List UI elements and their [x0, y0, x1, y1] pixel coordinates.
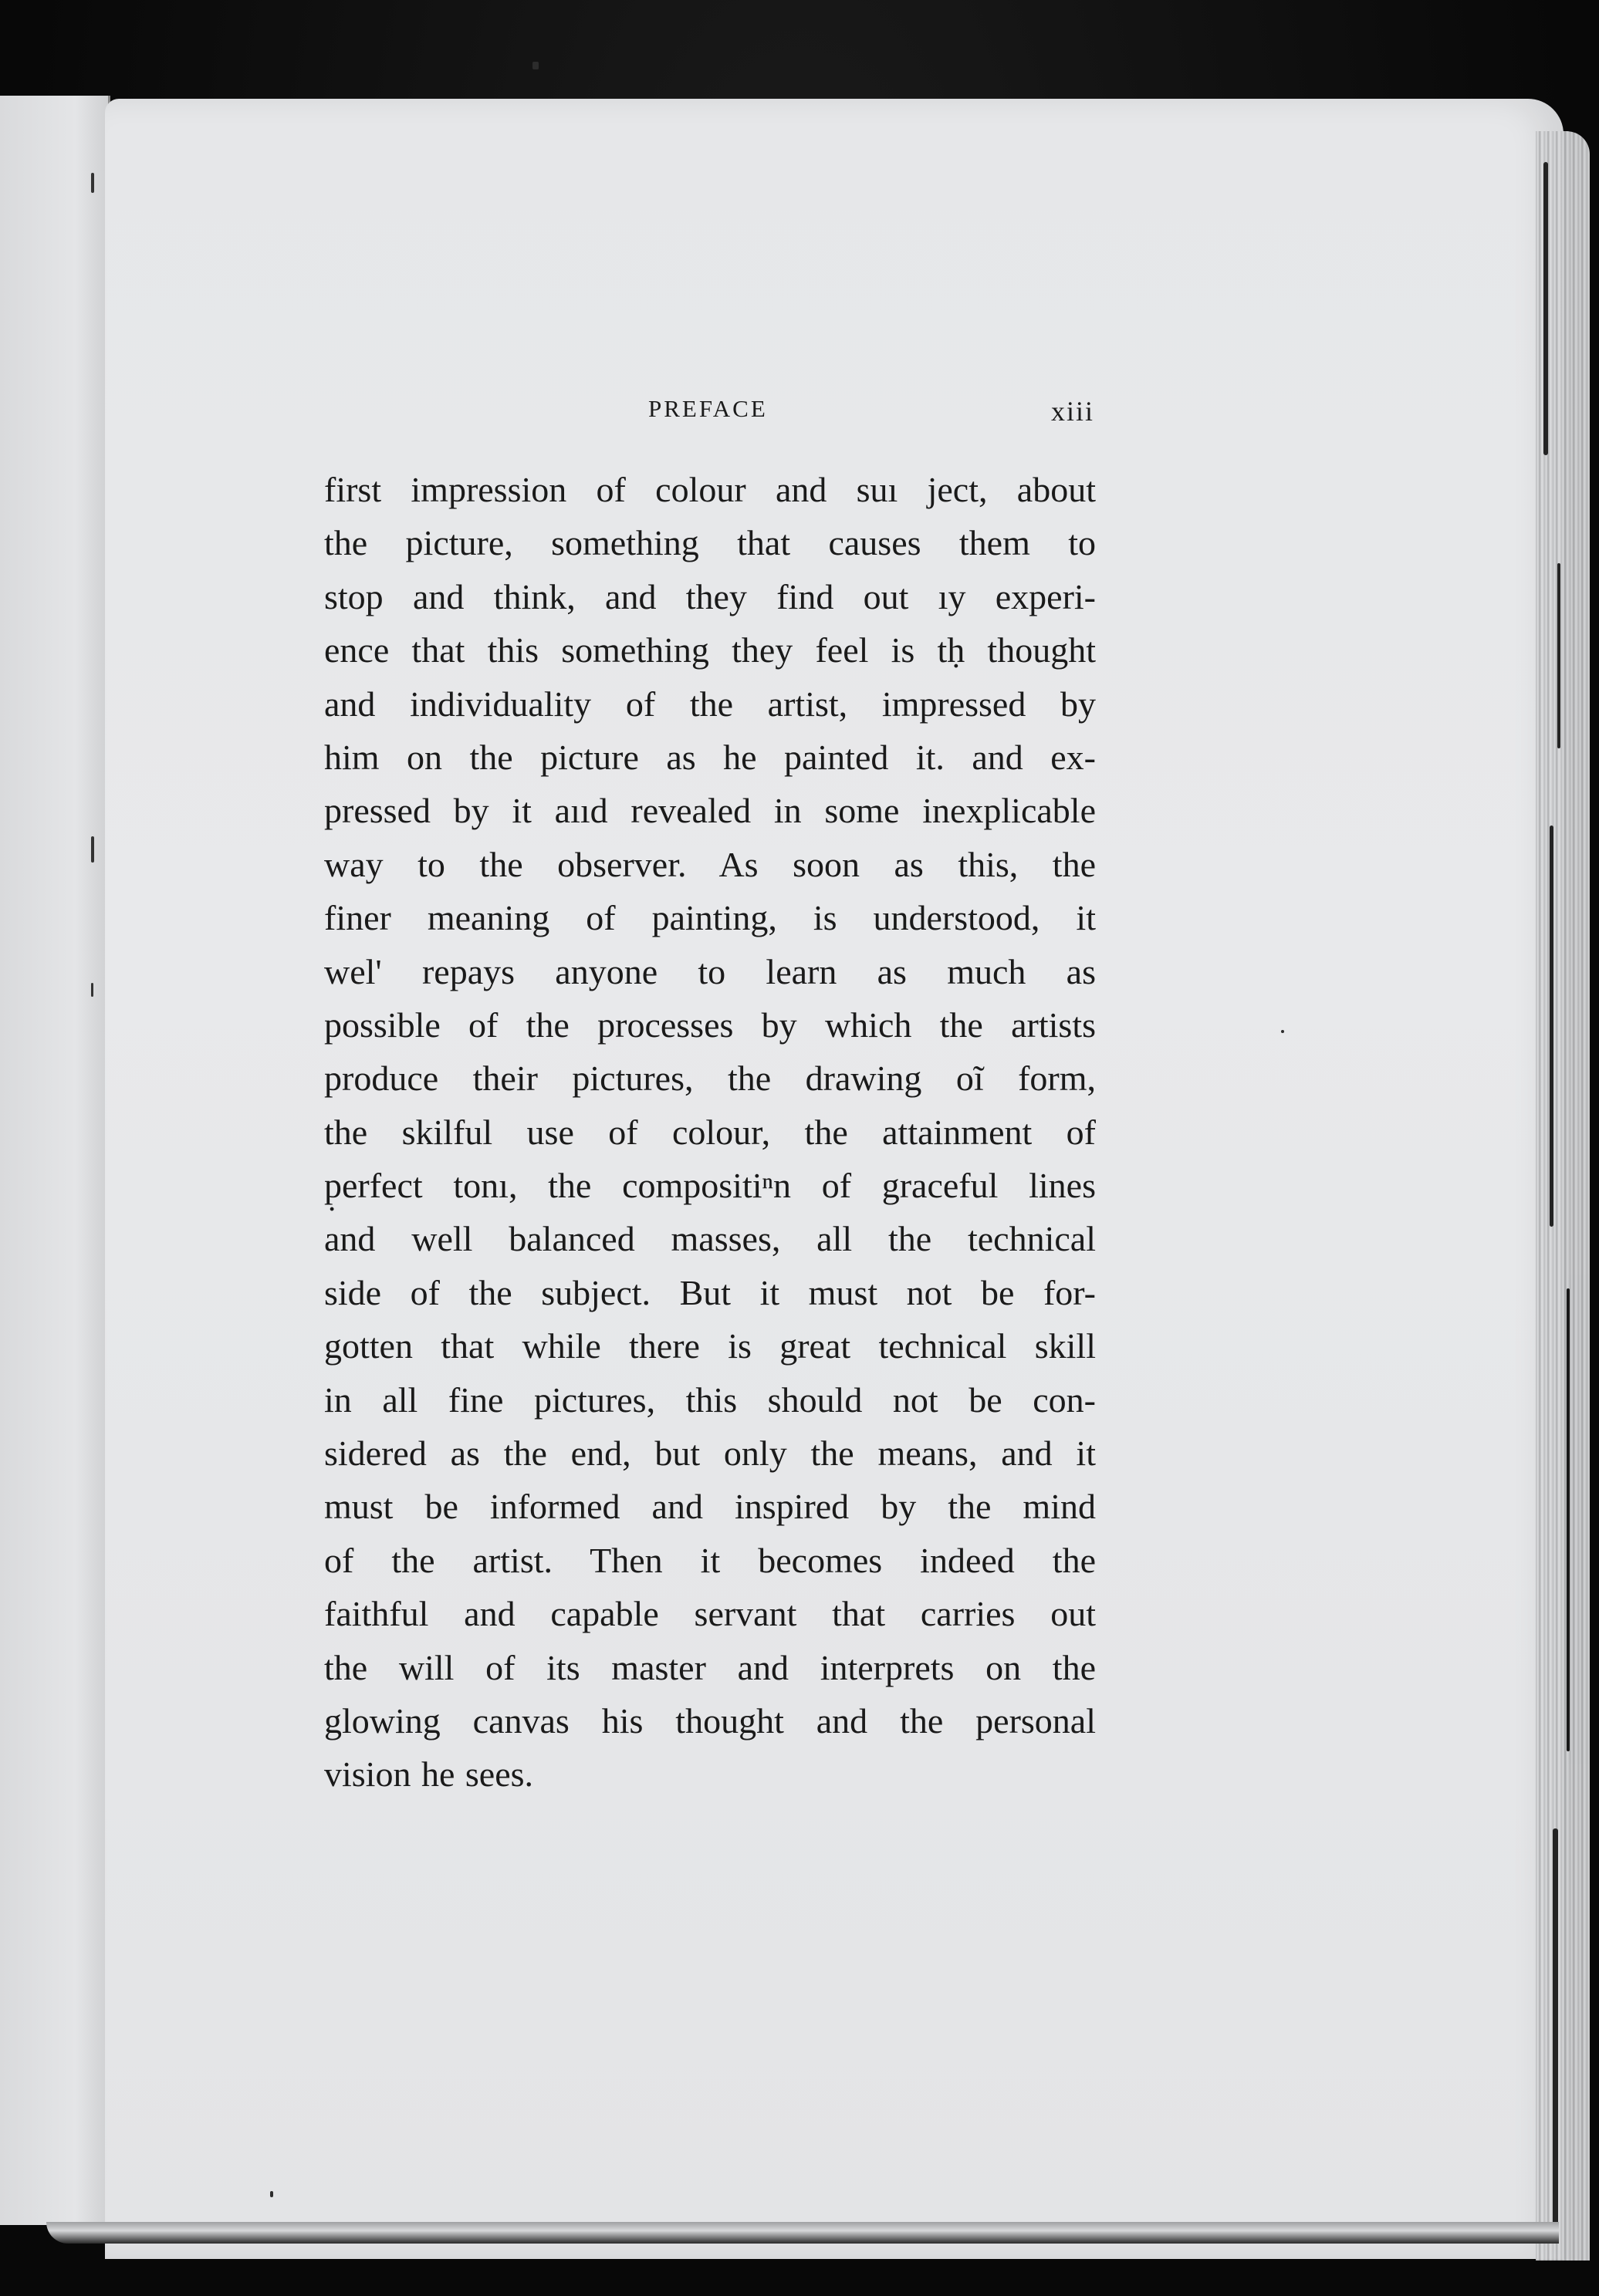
text-line: the picture, something that causes them to	[324, 523, 1096, 563]
running-head-title: PREFACE	[648, 395, 768, 422]
text-line: produce their pictures, the drawing oĩ form,	[324, 1059, 1096, 1099]
text-line: vision he sees.	[324, 1754, 534, 1795]
scan-speck	[270, 2191, 273, 2197]
scan-mark	[91, 173, 94, 193]
text-line: gotten that while there is great technical skill	[324, 1326, 1096, 1366]
text-line: p̣erfect tonı, the compositiⁿn of graceful lines	[324, 1166, 1096, 1206]
page-bottom-edge	[46, 2222, 1559, 2244]
text-line: and well balanced masses, all the technical	[324, 1219, 1096, 1259]
text-line: the will of its master and interprets on the	[324, 1647, 1096, 1687]
text-line: possible of the processes by which the artists	[324, 1004, 1096, 1045]
edge-shadow	[1557, 563, 1560, 748]
text-line: him on the picture as he painted it. and ex-	[324, 737, 1096, 777]
text-line: must be informed and inspired by the mind	[324, 1487, 1096, 1527]
text-line: finer meaning of painting, is understood, it	[324, 898, 1096, 938]
text-line: sidered as the end, but only the means, and it	[324, 1433, 1096, 1474]
text-line: stop and think, and they find out ıy experi-	[324, 576, 1096, 616]
edge-shadow	[1550, 826, 1553, 1227]
edge-shadow	[1567, 1288, 1570, 1751]
page-block-edge	[1536, 131, 1590, 2261]
text-line: pressed by it aııd revealed in some inexplicable	[324, 791, 1096, 831]
text-line: side of the subject. But it must not be for-	[324, 1272, 1096, 1312]
edge-shadow	[1543, 162, 1548, 455]
scan-mark	[91, 983, 93, 997]
text-line: wel' repays anyone to learn as much as	[324, 951, 1096, 991]
text-line: first impression of colour and suı ject, about	[324, 470, 1096, 509]
scan-speck	[532, 62, 539, 69]
text-line: of the artist. Then it becomes indeed the	[324, 1540, 1096, 1580]
text-line: way to the observer. As soon as this, the	[324, 844, 1096, 884]
text-line: glowing canvas his thought and the personal	[324, 1700, 1096, 1741]
running-head	[324, 395, 1104, 441]
text-line: ence that this something they feel is tḥ thought	[324, 630, 1096, 670]
scan-mark	[91, 836, 94, 863]
previous-page-edge	[0, 96, 110, 2225]
scan-speck	[1281, 1030, 1284, 1033]
text-line: and individuality of the artist, impressed by	[324, 684, 1096, 724]
text-line: in all fine pictures, this should not be con-	[324, 1379, 1096, 1420]
page-number: xiii	[1050, 396, 1094, 427]
edge-shadow	[1553, 1828, 1558, 2230]
text-line: the skilful use of colour, the attainment of	[324, 1112, 1096, 1152]
body-text	[324, 463, 1096, 1801]
text-line: faithful and capable servant that carries out	[324, 1594, 1096, 1634]
